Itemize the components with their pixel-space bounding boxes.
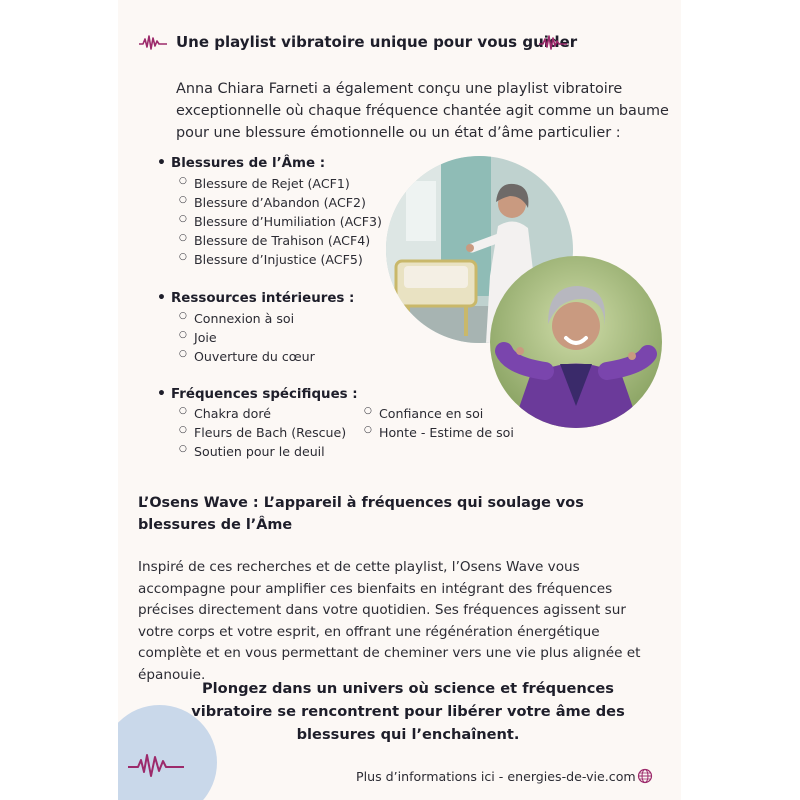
logo-sound-wave-icon	[126, 750, 186, 778]
list-item: ○ Soutien pour le deuil	[194, 444, 325, 459]
list-item: ○ Joie	[194, 330, 217, 345]
list-item: ○ Blessure d’Abandon (ACF2)	[194, 195, 366, 210]
callout-text: Plongez dans un univers où science et fréquences vibratoire se rencontrent pour libérer votre âme des blessures qui l’enchaînent.	[191, 680, 625, 743]
list-item: ○ Blessure de Rejet (ACF1)	[194, 176, 350, 191]
page	[118, 0, 681, 800]
footer-link-text[interactable]: Plus d’informations ici - energies-de-vie.com	[356, 769, 636, 784]
section-title-ressources: • Ressources intérieures :	[171, 291, 354, 306]
globe-icon[interactable]	[637, 768, 653, 784]
list-item: ○ Blessure de Trahison (ACF4)	[194, 233, 370, 248]
body-paragraph: Inspiré de ces recherches et de cette playlist, l’Osens Wave vous accompagne pour amplifier ces bienfaits en intégrant des fréquences précises directement dans votre quotidien. Ses fréquences agissent sur votre corps et votre esprit, en offrant une régénération énergétique complète et en vous permettant de cheminer vers une vie plus alignée et épanouie.	[138, 559, 641, 683]
list-item: ○ Confiance en soi	[379, 406, 483, 421]
photo-singer-outdoors	[490, 256, 662, 428]
intro-paragraph: Anna Chiara Farneti a également conçu une playlist vibratoire exceptionnelle où chaque fréquence chantée agit comme un baume pour une blessure émotionnelle ou un état d’âme particulier :	[176, 81, 669, 141]
list-item: ○ Honte - Estime de soi	[379, 425, 514, 440]
list-item: ○ Ouverture du cœur	[194, 349, 315, 364]
section-title-frequences: • Fréquences spécifiques :	[171, 387, 358, 402]
sound-wave-icon	[538, 32, 568, 52]
sound-wave-icon	[138, 32, 168, 52]
section-title-blessures: • Blessures de l’Âme :	[171, 156, 325, 171]
list-item: ○ Blessure d’Humiliation (ACF3)	[194, 214, 382, 229]
wave-heading: L’Osens Wave : L’appareil à fréquences qui soulage vos blessures de l’Âme	[138, 495, 584, 533]
list-item: ○ Blessure d’Injustice (ACF5)	[194, 252, 363, 267]
list-item: ○ Chakra doré	[194, 406, 271, 421]
list-item: ○ Connexion à soi	[194, 311, 294, 326]
page-title: Une playlist vibratoire unique pour vous guider	[176, 33, 578, 51]
list-item: ○ Fleurs de Bach (Rescue)	[194, 425, 346, 440]
